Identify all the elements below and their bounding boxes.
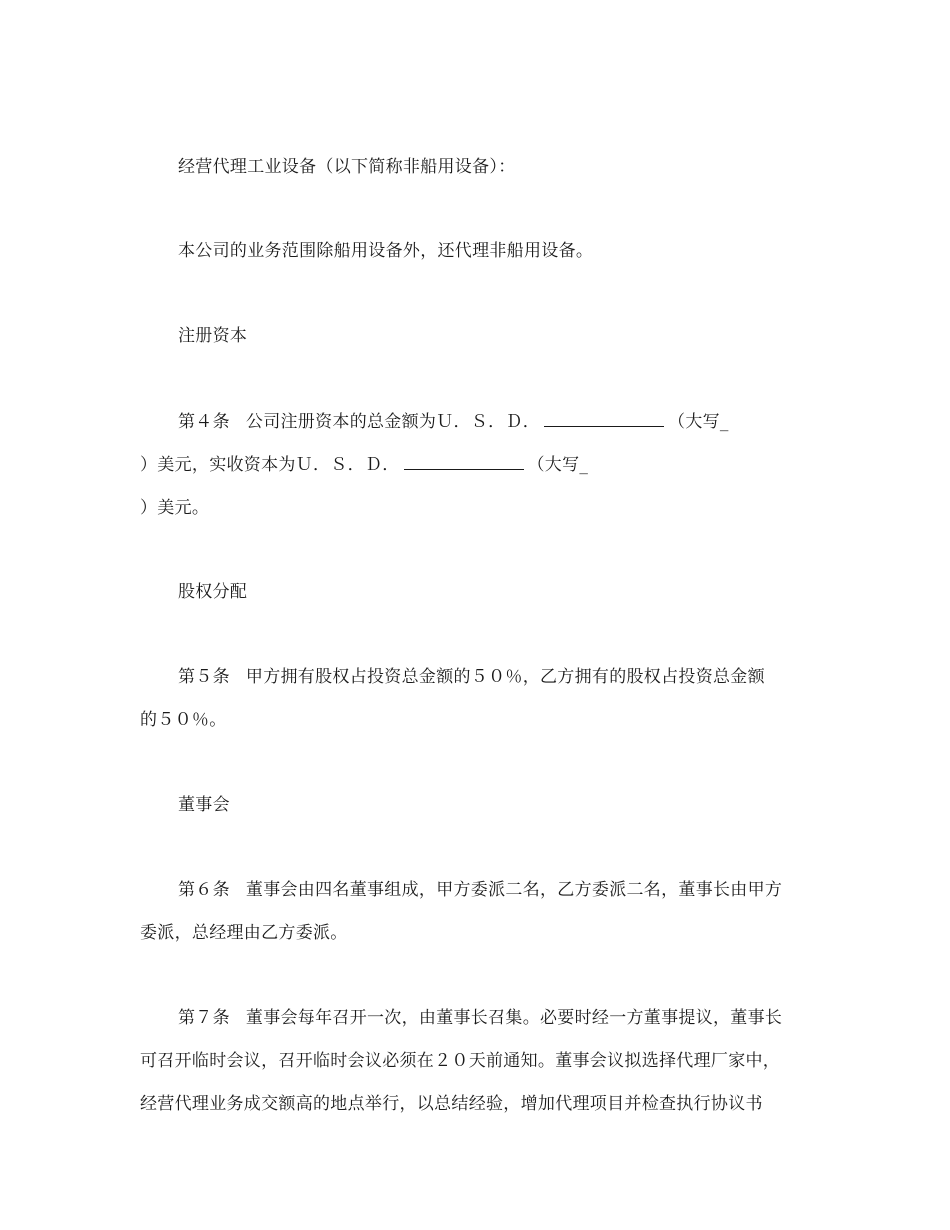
article-5-text-1: 甲方拥有股权占投资总金额的５０％，乙方拥有的股权占投资总金额: [245, 667, 765, 687]
article-4-line-3: ）美元。: [140, 498, 210, 518]
capital-heading: 注册资本: [178, 326, 248, 346]
article-4-text-1: 公司注册资本的总金额为Ｕ．Ｓ．Ｄ．: [245, 412, 541, 432]
article-5-line-1: [178, 666, 858, 688]
equity-heading: 股权分配: [178, 582, 248, 602]
article-6-text-1: 董事会由四名董事组成，甲方委派二名，乙方委派二名，董事长由甲方: [245, 880, 783, 900]
article-4-line-1: [178, 411, 858, 433]
article-6-label: 第６条: [178, 880, 230, 900]
article-4-text-3: ）美元，实收资本为Ｕ．Ｓ．Ｄ．: [140, 455, 400, 475]
article-7-line-3: 经营代理业务成交额高的地点举行，以总结经验，增加代理项目并检查执行协议书: [140, 1094, 763, 1114]
article-7-line-1: [178, 1007, 858, 1029]
article-7-label: 第７条: [178, 1008, 230, 1028]
article-6-line-1: [178, 879, 858, 901]
article-7-line-2: 可召开临时会议，召开临时会议必须在２０天前通知。董事会议拟选择代理厂家中，: [140, 1051, 781, 1071]
noncarrier-body: 本公司的业务范围除船用设备外，还代理非船用设备。: [178, 241, 594, 261]
blank-paid-in-capital[interactable]: [404, 454, 524, 470]
article-4-line-2: [140, 454, 820, 476]
noncarrier-heading: 经营代理工业设备（以下简称非船用设备）：: [178, 157, 516, 177]
article-4-text-4: （大写_: [527, 455, 589, 475]
blank-registered-capital[interactable]: [544, 411, 664, 427]
article-4-text-2: （大写_: [668, 412, 729, 432]
article-4-label: 第４条: [178, 412, 230, 432]
article-7-text-1: 董事会每年召开一次，由董事长召集。必要时经一方董事提议，董事长: [245, 1008, 783, 1028]
article-5-line-2: 的５０％。: [140, 710, 227, 730]
article-5-label: 第５条: [178, 667, 230, 687]
board-heading: 董事会: [178, 795, 230, 815]
article-6-line-2: 委派，总经理由乙方委派。: [140, 923, 348, 943]
